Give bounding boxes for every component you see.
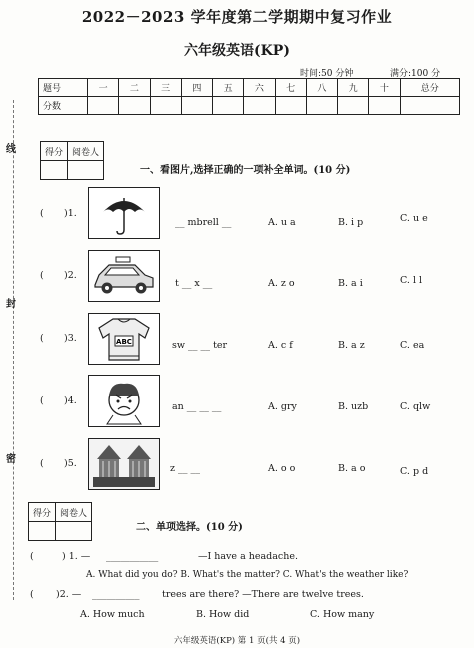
grader-score-label: 得分 <box>29 503 56 522</box>
page-title: 2022－2023 学年度第二学期期中复习作业 <box>81 8 393 26</box>
option-a[interactable]: A. o o <box>268 463 296 474</box>
answer-paren-open[interactable]: ( <box>30 589 34 600</box>
score-table-score-row <box>39 97 460 115</box>
option-a[interactable]: A. u a <box>268 217 296 228</box>
option-a[interactable]: A. gry <box>268 401 297 412</box>
grader-score-cell[interactable] <box>29 522 56 541</box>
question-number: )2. — <box>56 589 82 600</box>
answer-paren-open[interactable]: ( <box>40 395 44 406</box>
score-col: 三 <box>150 79 181 97</box>
option-b[interactable]: B. uzb <box>338 401 369 412</box>
question-number: )5. <box>64 458 77 469</box>
options-line[interactable]: A. What did you do? B. What's the matter? C. What's the weather like? <box>86 570 409 580</box>
option-b[interactable]: B. i p <box>338 217 364 228</box>
score-cell[interactable] <box>400 97 460 115</box>
score-cell[interactable] <box>88 97 119 115</box>
binding-mark-line: 线 <box>6 144 16 155</box>
score-table-row-label: 题号 <box>39 79 88 97</box>
score-table-header-row <box>39 79 460 97</box>
score-cell[interactable] <box>244 97 275 115</box>
question-text: trees are there? —There are twelve trees. <box>162 589 364 600</box>
word-blank: z __ __ <box>170 463 201 474</box>
zoo-icon <box>89 439 159 489</box>
sweater-picture <box>88 313 160 365</box>
sweater-icon <box>89 314 159 364</box>
time-limit: 时间:50 分钟 <box>300 69 354 79</box>
binding-mark-secret: 密 <box>6 454 16 465</box>
answer-paren-open[interactable]: ( <box>40 270 44 281</box>
umbrella-icon <box>89 188 159 238</box>
word-blank: t __ x __ <box>175 278 213 289</box>
option-c[interactable]: C. ea <box>400 340 425 351</box>
score-col: 一 <box>88 79 119 97</box>
section1-heading: 一、看图片,选择正确的一项补全单词。(10 分) <box>140 165 351 176</box>
option-b[interactable]: B. How did <box>196 609 250 620</box>
angry-face-picture <box>88 375 160 427</box>
answer-blank[interactable]: __________ <box>92 589 140 600</box>
full-score: 满分:100 分 <box>390 69 441 79</box>
sweater-label: ABC <box>116 338 132 346</box>
grader-box-2 <box>28 502 92 541</box>
option-c[interactable]: C. How many <box>310 609 375 620</box>
option-a[interactable]: A. z o <box>268 278 295 289</box>
score-cell[interactable] <box>369 97 400 115</box>
taxi-icon <box>89 251 159 301</box>
score-table-row-label: 分数 <box>39 97 88 115</box>
option-c[interactable]: C. p d <box>400 466 429 477</box>
answer-paren-open[interactable]: ( <box>30 551 34 562</box>
question-number: )2. <box>64 270 77 281</box>
option-c[interactable]: C. qlw <box>400 401 431 412</box>
page-footer: 六年级英语(KP) 第 1 页(共 4 页) <box>173 636 301 646</box>
grader-score-cell[interactable] <box>41 161 68 180</box>
option-b[interactable]: B. a z <box>338 340 365 351</box>
score-col: 四 <box>181 79 212 97</box>
grader-name-label: 阅卷人 <box>68 142 104 161</box>
answer-paren-open[interactable]: ( <box>40 208 44 219</box>
answer-blank[interactable]: ___________ <box>106 551 159 562</box>
option-c[interactable]: C. u e <box>400 213 428 224</box>
score-col: 九 <box>338 79 369 97</box>
binding-dashed-line <box>13 100 15 600</box>
question-number: )4. <box>64 395 77 406</box>
score-col: 二 <box>119 79 150 97</box>
word-blank: sw __ __ ter <box>172 340 228 351</box>
score-col-total: 总分 <box>400 79 460 97</box>
score-col: 五 <box>213 79 244 97</box>
option-a[interactable]: A. How much <box>80 609 145 620</box>
question-text: —I have a headache. <box>198 551 298 562</box>
answer-paren-open[interactable]: ( <box>40 333 44 344</box>
score-cell[interactable] <box>338 97 369 115</box>
score-col: 八 <box>306 79 337 97</box>
grader-name-label: 阅卷人 <box>56 503 92 522</box>
section2-heading: 二、单项选择。(10 分) <box>136 522 243 533</box>
score-cell[interactable] <box>213 97 244 115</box>
score-cell[interactable] <box>119 97 150 115</box>
word-blank: __ mbrell __ <box>175 217 232 228</box>
score-col: 十 <box>369 79 400 97</box>
option-b[interactable]: B. a o <box>338 463 366 474</box>
score-cell[interactable] <box>181 97 212 115</box>
word-blank: an __ __ __ <box>172 401 222 412</box>
grader-box-1 <box>40 141 104 180</box>
option-c[interactable]: C. l l <box>400 275 423 286</box>
score-col: 七 <box>275 79 306 97</box>
score-cell[interactable] <box>150 97 181 115</box>
grader-name-cell[interactable] <box>68 161 104 180</box>
zoo-picture <box>88 438 160 490</box>
score-table <box>38 78 460 115</box>
page-subtitle: 六年级英语(KP) <box>184 43 290 59</box>
umbrella-picture <box>88 187 160 239</box>
taxi-picture <box>88 250 160 302</box>
question-number: )1. <box>64 208 77 219</box>
question-number: ) 1. — <box>62 551 91 562</box>
question-number: )3. <box>64 333 77 344</box>
binding-mark-seal: 封 <box>6 299 16 310</box>
score-col: 六 <box>244 79 275 97</box>
grader-name-cell[interactable] <box>56 522 92 541</box>
option-b[interactable]: B. a i <box>338 278 363 289</box>
score-cell[interactable] <box>275 97 306 115</box>
grader-score-label: 得分 <box>41 142 68 161</box>
option-a[interactable]: A. c f <box>268 340 293 351</box>
answer-paren-open[interactable]: ( <box>40 458 44 469</box>
score-cell[interactable] <box>306 97 337 115</box>
angry-face-icon <box>89 376 159 426</box>
